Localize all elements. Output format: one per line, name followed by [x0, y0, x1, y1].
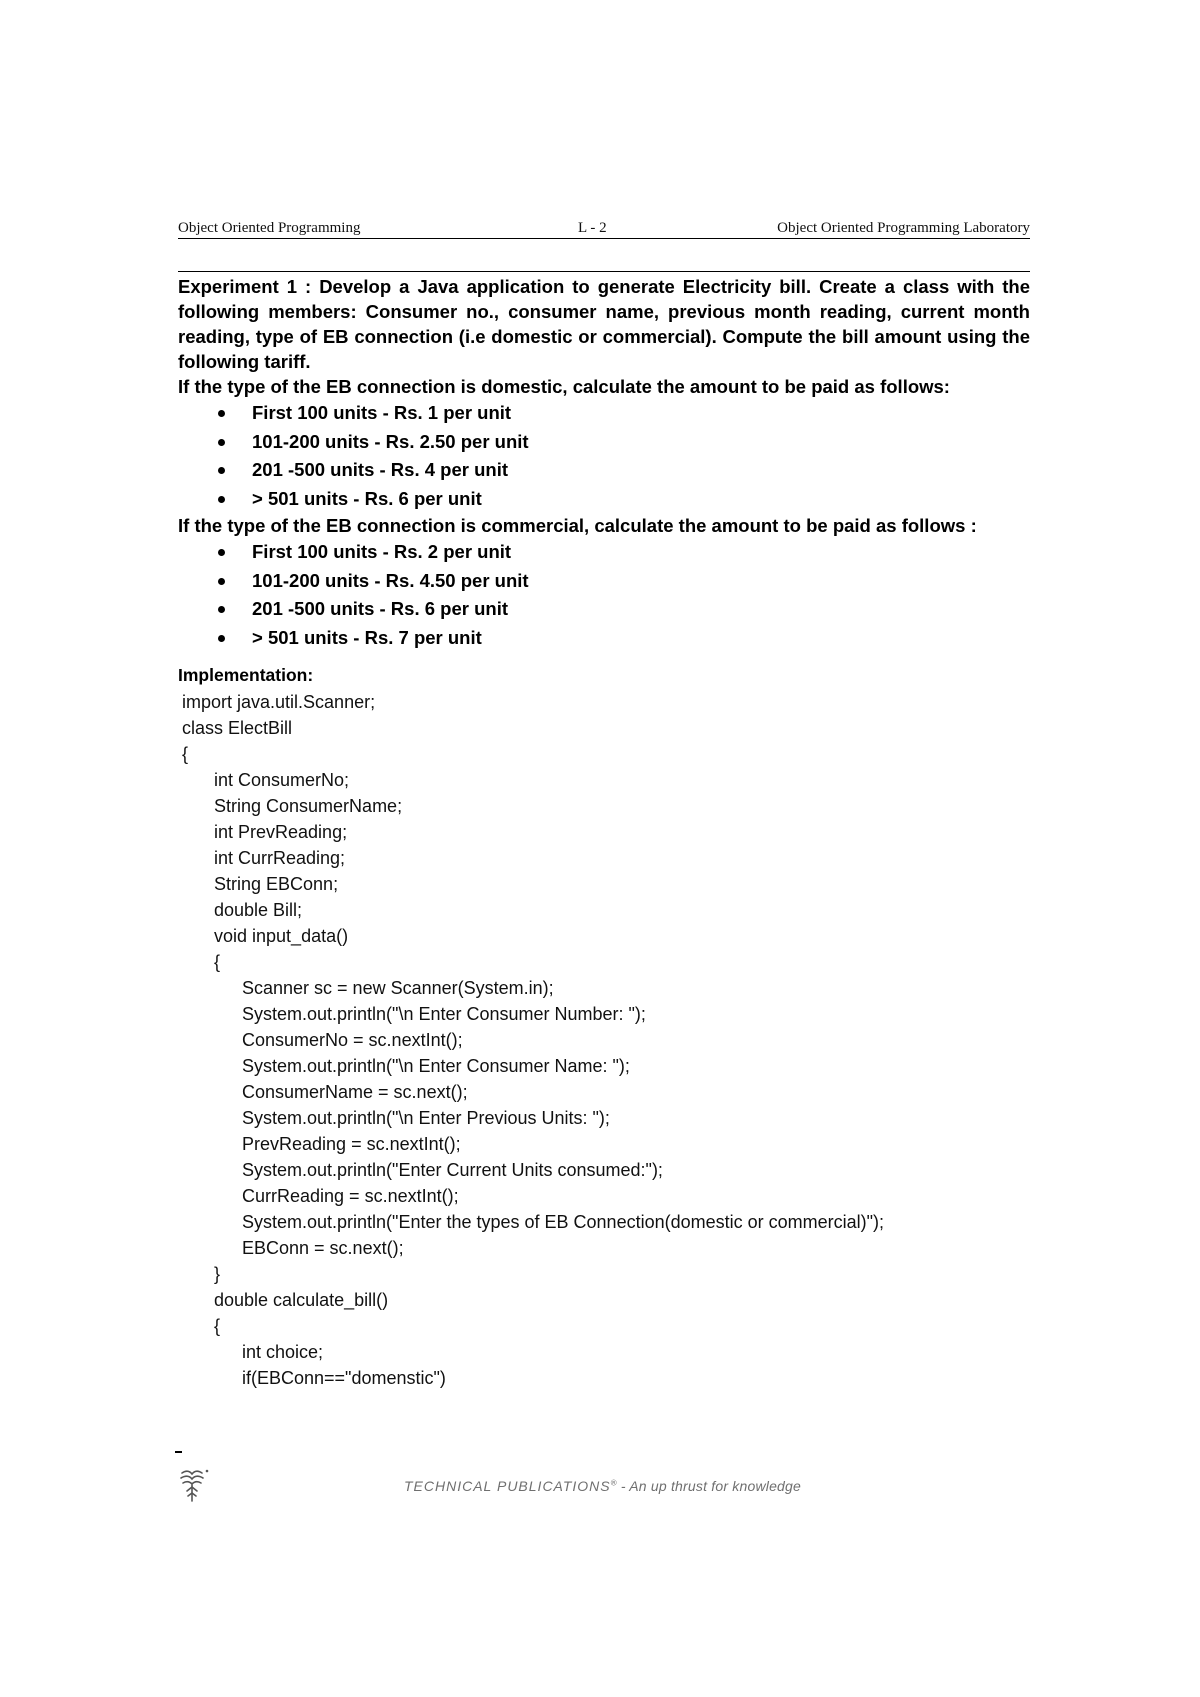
list-item-text: 101-200 units - Rs. 4.50 per unit — [252, 569, 529, 591]
list-item — [178, 485, 1030, 514]
code-line: { — [214, 952, 221, 972]
code-line: double calculate_bill() — [214, 1290, 389, 1310]
code-line: int PrevReading; — [214, 822, 348, 842]
code-line: String ConsumerName; — [214, 796, 403, 816]
code-line: double Bill; — [214, 900, 303, 920]
implementation-heading: Implementation: — [178, 665, 314, 685]
domestic-tariff-list — [178, 399, 1030, 513]
code-line: ConsumerNo = sc.nextInt(); — [242, 1030, 463, 1050]
bullet-icon — [218, 549, 225, 556]
code-line: ConsumerName = sc.next(); — [242, 1082, 468, 1102]
list-item — [178, 567, 1030, 596]
list-item-text: 101-200 units - Rs. 2.50 per unit — [252, 430, 529, 452]
publisher-logo-icon — [178, 1467, 214, 1505]
code-line: String EBConn; — [214, 874, 339, 894]
code-line: System.out.println("Enter the types of EB Connection(domestic or commercial)"); — [242, 1212, 885, 1232]
experiment-statement: Experiment 1 : Develop a Java application to generate Electricity bill. Create a class with the following members: Consumer no., consumer name, previous month reading, current month reading, type of EB connection (i.e domestic or commercial). Compute the bill amount using the following tariff. — [178, 276, 1030, 372]
header-rule — [178, 238, 1030, 239]
list-item-text: > 501 units - Rs. 6 per unit — [252, 487, 482, 509]
list-item — [178, 428, 1030, 457]
list-item-text: First 100 units - Rs. 1 per unit — [252, 402, 512, 423]
code-line: } — [214, 1264, 221, 1284]
list-item — [178, 538, 1030, 567]
list-item-text: 201 -500 units - Rs. 4 per unit — [252, 459, 508, 480]
code-line: int ConsumerNo; — [214, 770, 350, 790]
header-right-title: Object Oriented Programming Laboratory — [777, 220, 1030, 236]
bullet-icon — [218, 467, 225, 474]
code-line: { — [214, 1316, 221, 1336]
code-line: class ElectBill — [182, 718, 293, 738]
commercial-tariff-list — [178, 538, 1030, 652]
header-left-title: Object Oriented Programming — [178, 220, 361, 236]
code-line: void input_data() — [214, 926, 349, 946]
trademark-symbol: ® — [610, 1478, 617, 1488]
bullet-icon — [218, 578, 225, 585]
code-line: System.out.println("Enter Current Units consumed:"); — [242, 1160, 663, 1180]
code-line: CurrReading = sc.nextInt(); — [242, 1186, 459, 1206]
code-line: System.out.println("\n Enter Consumer Name: "); — [242, 1056, 630, 1076]
running-header — [178, 220, 1030, 240]
code-line: if(EBConn=="domenstic") — [242, 1368, 446, 1388]
main-content — [178, 274, 1030, 1391]
list-item-text: First 100 units - Rs. 2 per unit — [252, 541, 512, 562]
bullet-icon — [218, 635, 225, 642]
list-item-text: 201 -500 units - Rs. 6 per unit — [252, 598, 508, 619]
list-item — [178, 399, 1030, 428]
code-listing — [178, 689, 1030, 1391]
bullet-icon — [218, 496, 225, 503]
code-line: Scanner sc = new Scanner(System.in); — [242, 978, 554, 998]
footer-tagline — [404, 1478, 801, 1494]
code-line: EBConn = sc.next(); — [242, 1238, 404, 1258]
footer-mark — [175, 1451, 182, 1453]
code-line: int CurrReading; — [214, 848, 346, 868]
bullet-icon — [218, 606, 225, 613]
list-item — [178, 624, 1030, 653]
section-rule — [178, 271, 1030, 272]
bullet-icon — [218, 410, 225, 417]
code-line: { — [182, 744, 189, 764]
list-item-text: > 501 units - Rs. 7 per unit — [252, 626, 482, 648]
publisher-name: TECHNICAL PUBLICATIONS — [404, 1478, 611, 1494]
code-line: System.out.println("\n Enter Previous Units: "); — [242, 1108, 610, 1128]
tagline-text: - An up thrust for knowledge — [616, 1478, 802, 1494]
code-line: System.out.println("\n Enter Consumer Number: "); — [242, 1004, 646, 1024]
code-line: int choice; — [242, 1342, 324, 1362]
list-item — [178, 595, 1030, 624]
bullet-icon — [218, 439, 225, 446]
code-line: PrevReading = sc.nextInt(); — [242, 1134, 461, 1154]
list-item — [178, 456, 1030, 485]
code-line: import java.util.Scanner; — [182, 692, 376, 712]
commercial-tariff-intro: If the type of the EB connection is commercial, calculate the amount to be paid as follows : — [178, 515, 977, 536]
header-page-number: L - 2 — [578, 220, 607, 236]
domestic-tariff-intro: If the type of the EB connection is domestic, calculate the amount to be paid as follows: — [178, 376, 950, 397]
